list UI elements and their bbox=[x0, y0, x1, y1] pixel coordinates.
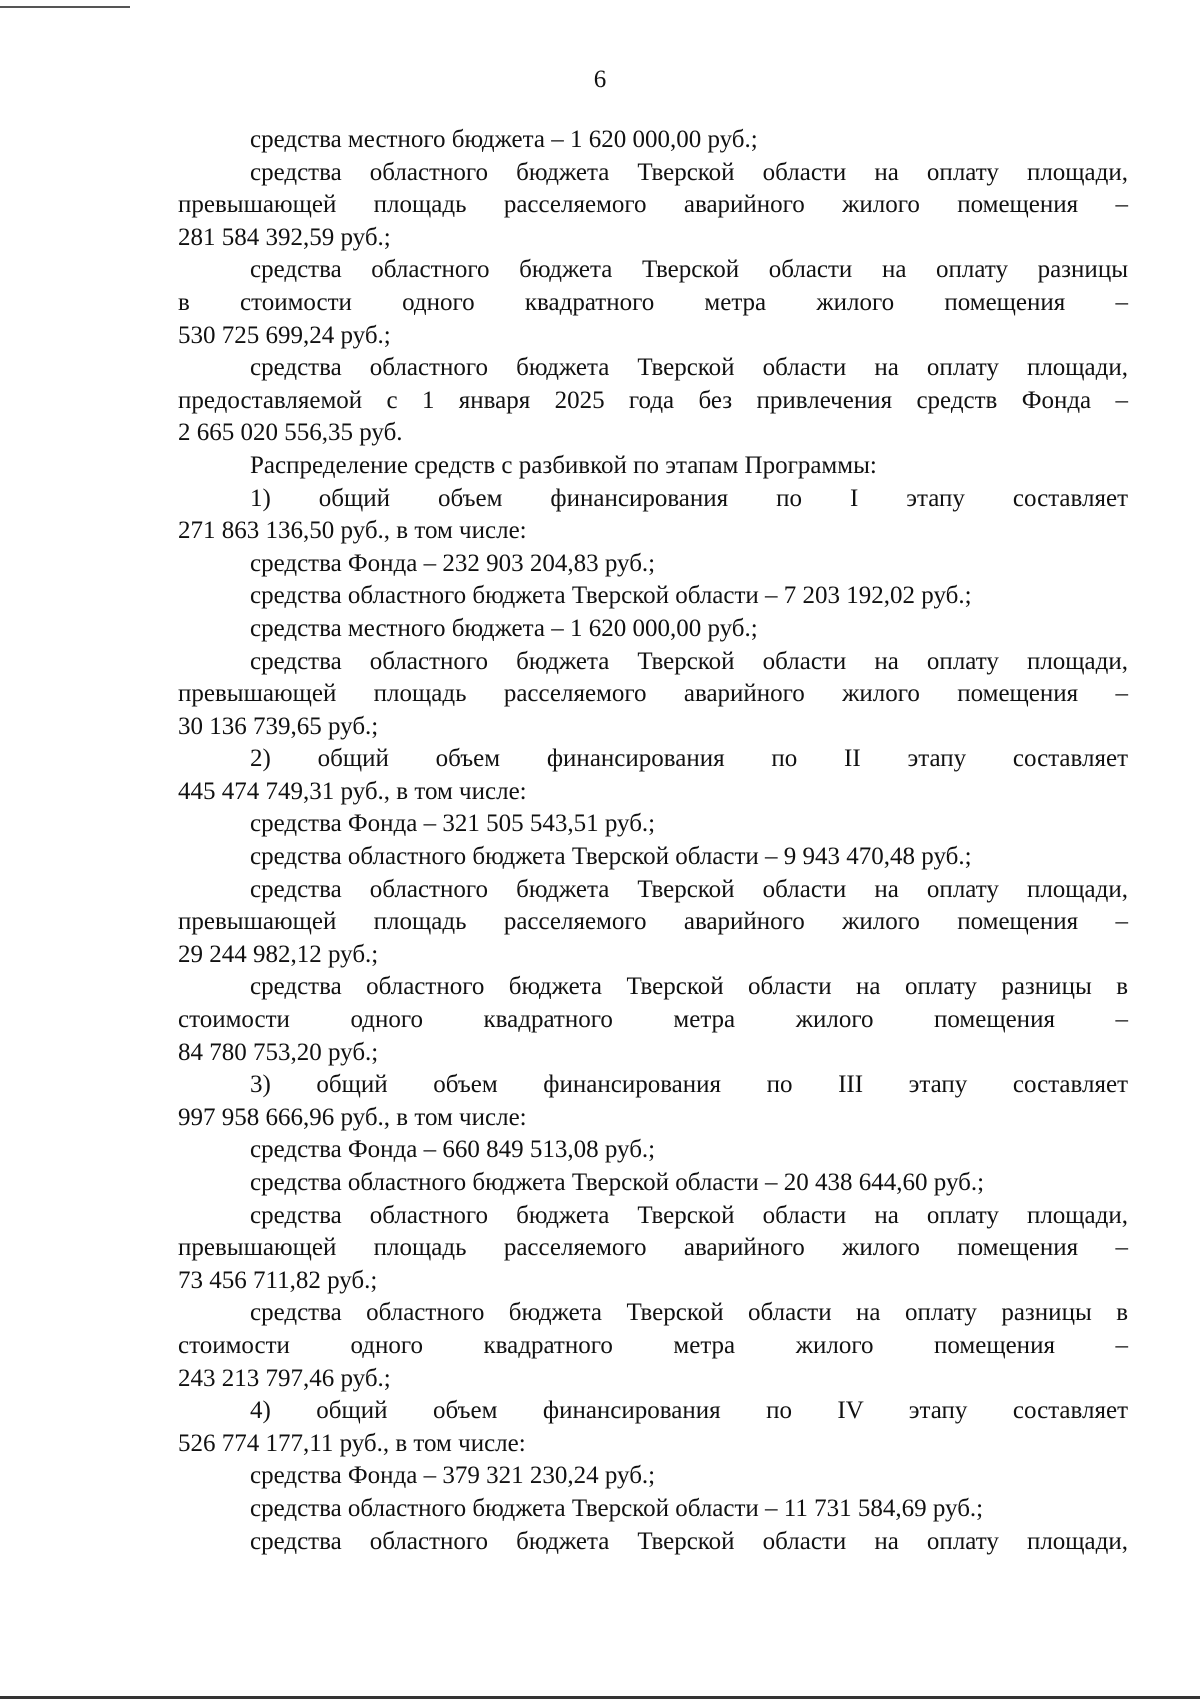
page-number: 6 bbox=[593, 66, 607, 93]
stage-1-regional: средства областного бюджета Тверской области – 7 203 192,02 руб.; bbox=[250, 582, 972, 610]
stage-2-fund: средства Фонда – 321 505 543,51 руб.; bbox=[250, 810, 656, 838]
stage-4-total: 4) общий объем финансирования по IV этапу составляет 526 774 177,11 руб., в том числе: bbox=[178, 1397, 1128, 1457]
stage-1-extra-area: средства областного бюджета Тверской области на оплату площади, превышающей площадь расселяемого аварийного жилого помещения – 30 136 739,65 руб.; bbox=[178, 647, 1128, 740]
stage-3-total: 3) общий объем финансирования по III этапу составляет 997 958 666,96 руб., в том числе: bbox=[178, 1071, 1128, 1131]
document-body bbox=[178, 124, 1128, 1558]
stage-3-regional: средства областного бюджета Тверской области – 20 438 644,60 руб.; bbox=[250, 1169, 985, 1196]
stage-4-extra-area: средства областного бюджета Тверской области на оплату площади, bbox=[250, 1527, 1128, 1555]
stage-4-fund: средства Фонда – 379 321 230,24 руб.; bbox=[250, 1462, 656, 1490]
stage-2-price-difference: средства областного бюджета Тверской области на оплату разницы в стоимости одного квадратного метра жилого помещения – 84 780 753,20 руб.; bbox=[178, 973, 1128, 1066]
stage-1-local: средства местного бюджета – 1 620 000,00 руб.; bbox=[250, 614, 758, 642]
stage-2-total: 2) общий объем финансирования по II этапу составляет 445 474 749,31 руб., в том числе: bbox=[178, 745, 1128, 805]
paragraph-regional-extra-area: средства областного бюджета Тверской области на оплату площади, превышающей площадь расселяемого аварийного жилого помещения – 281 584 392,59 руб.; bbox=[178, 158, 1128, 251]
stage-3-extra-area: средства областного бюджета Тверской области на оплату площади, превышающей площадь расселяемого аварийного жилого помещения – 73 456 711,82 руб.; bbox=[178, 1201, 1128, 1294]
paragraph-regional-area-2025: средства областного бюджета Тверской области на оплату площади, предоставляемой с 1 января 2025 года без привлечения средств Фонда – 2 665 020 556,35 руб. bbox=[178, 354, 1128, 447]
stage-1-fund: средства Фонда – 232 903 204,83 руб.; bbox=[250, 549, 656, 577]
paragraph-distribution-heading: Распределение средств с разбивкой по этапам Программы: bbox=[250, 451, 877, 479]
stage-3-price-difference: средства областного бюджета Тверской области на оплату разницы в стоимости одного квадратного метра жилого помещения – 243 213 797,46 руб.; bbox=[178, 1299, 1128, 1392]
stage-2-regional: средства областного бюджета Тверской области – 9 943 470,48 руб.; bbox=[250, 843, 972, 871]
scan-edge-mark-bottom bbox=[0, 1696, 1200, 1699]
stage-4-regional: средства областного бюджета Тверской области – 11 731 584,69 руб.; bbox=[250, 1494, 984, 1522]
paragraph-regional-price-difference: средства областного бюджета Тверской области на оплату разницы в стоимости одного квадратного метра жилого помещения – 530 725 699,24 руб.; bbox=[178, 256, 1128, 349]
stage-2-extra-area: средства областного бюджета Тверской области на оплату площади, превышающей площадь расселяемого аварийного жилого помещения – 29 244 982,12 руб.; bbox=[178, 875, 1128, 968]
scan-edge-mark-top bbox=[0, 6, 130, 8]
paragraph-local-budget: средства местного бюджета – 1 620 000,00 руб.; bbox=[250, 126, 758, 153]
stage-1-total: 1) общий объем финансирования по I этапу составляет 271 863 136,50 руб., в том числе: bbox=[178, 484, 1128, 545]
stage-3-fund: средства Фонда – 660 849 513,08 руб.; bbox=[250, 1136, 656, 1164]
